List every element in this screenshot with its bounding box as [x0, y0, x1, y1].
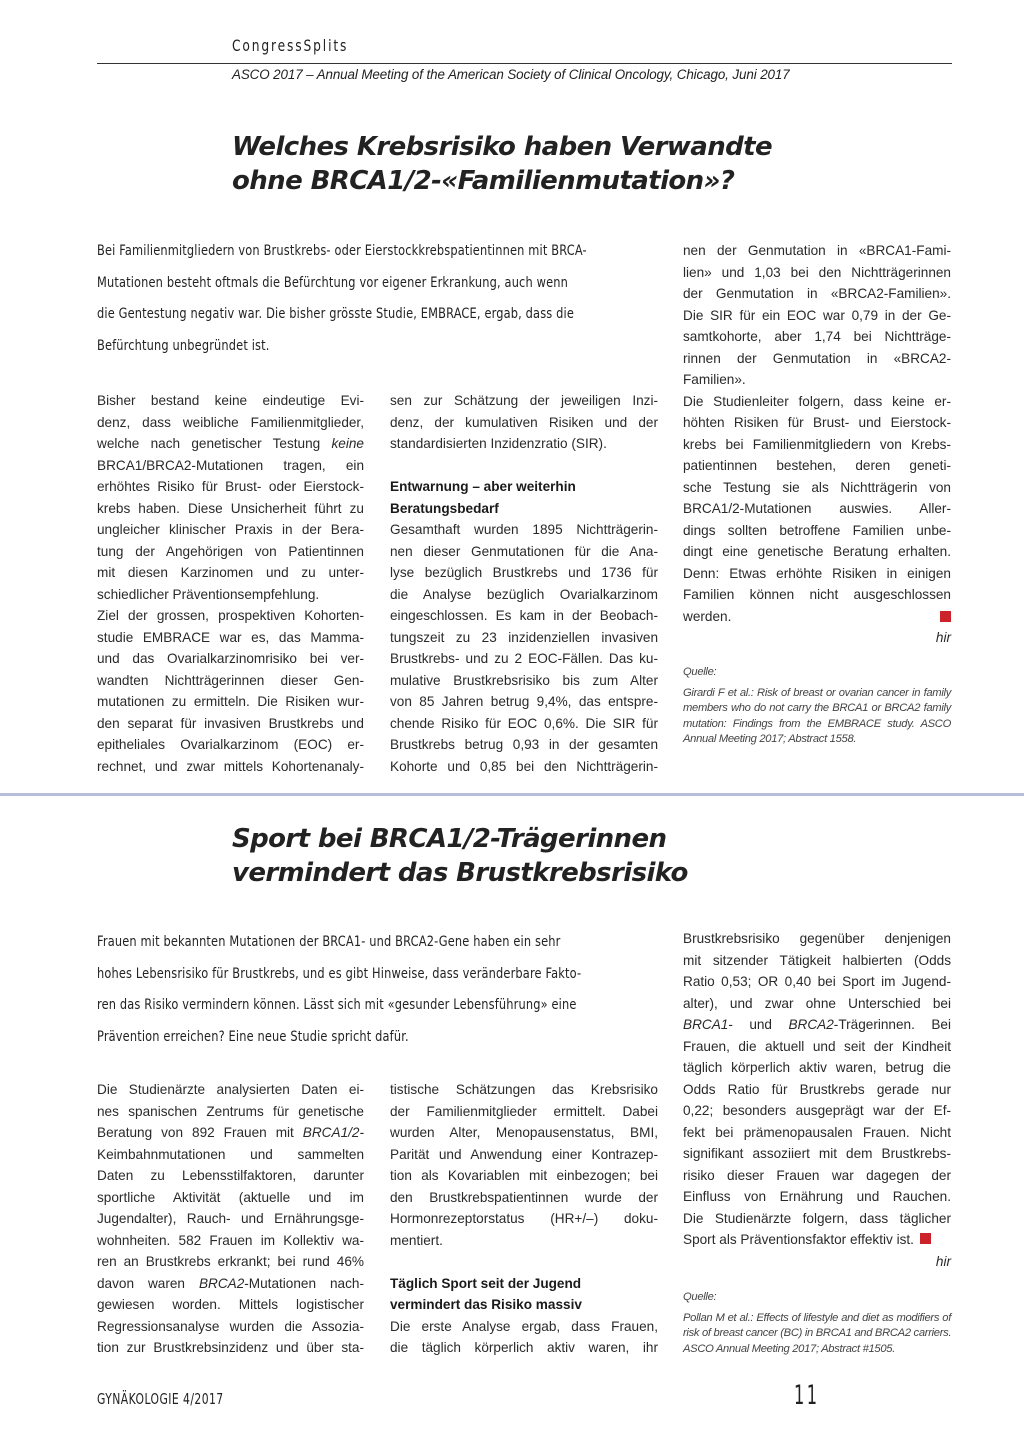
article2-author: hir	[935, 1253, 951, 1269]
article1-source: Quelle: Girardi F et al.: Risk of breast or ovarian cancer in family members who do not carry the BRCA1 or BRCA2 family mutation: Findings from the EMBRACE study. ASCO Annual Meeting 2017; Abstract 1558.	[683, 666, 951, 745]
article2-subheading: Täglich Sport seit der Jugend	[390, 1275, 582, 1291]
end-of-article-square-icon	[940, 611, 951, 622]
page-number: 11	[794, 1380, 820, 1411]
article2-column-1: Die Studienärzte analysierten Daten ei- nes spanischen Zentrums für genetische Beratung von 892 Frauen mit BRCA1/2- Keimbahnmutationen und sammelten Daten zu Lebensstilfaktoren, darunter sportliche Aktivität (aktuelle und im Jugendalter), Rauch- und Ernährungsge- wohnheiten. 582 Frauen im Kollektiv wa- ren an Brustkrebs erkrankt; bei rund 46% davon waren BRCA2-Mutationen nach- gewiesen worden. Mittels logistischer Regressionsanalyse wurden die Assozia- tion zur Brustkrebsinzidenz und über sta-	[97, 1082, 364, 1355]
article1-column-2: sen zur Schätzung der jeweiligen Inzi- denz, der kumulativen Risiken und der standardisierten Inzidenzratio (SIR). Entwarnung – aber weiterhin Beratungsbedarf Gesamthaft wurden 1895 Nichtträgerin- nen dieser Genmutationen für die Ana- lyse bezüglich Brustkrebs und 1736 für die Analyse bezüglich Ovarialkarzinom eingeschlossen. Es kam in der Beobach- tungszeit zu 23 inzidenziellen invasiven Brustkrebs- und zu 2 EOC-Fällen. Das ku- mulative Brustkrebsrisiko bis zum Alter von 85 Jahren betrug 9,4%, das entspre- chende Risiko für EOC 0,6%. Die SIR für Brustkrebs betrug 0,93 in der gesamten Kohorte und 0,85 bei den Nichtträgerin-	[390, 393, 658, 774]
article2-title: Sport bei BRCA1/2-Trägerinnen vermindert das Brustkrebsrisiko	[232, 824, 688, 888]
article2-column-3: Brustkrebsrisiko gegenüber denjenigen mit sitzender Tätigkeit halbierten (Odds Ratio 0,53; OR 0,40 bei Sport im Jugend- alter), und zwar ohne Unterschied bei BRCA1- und BRCA2-Trägerinnen. Bei Frauen, die aktuell und seit der Kindheit täglich körperlich aktiv waren, betrug die Odds Ratio für Brustkrebs gerade nur 0,22; besonders ausgeprägt war der Ef- fekt bei prämenopausalen Frauen. Nicht signifikant assoziiert mit dem Brustkrebs- risiko dieser Frauen war dagegen der Einfluss von Ernährung und Rauchen. Die Studienärzte folgern, dass täglicher Sport als Präventionsfaktor effektiv ist. hir	[683, 928, 951, 1272]
article2-source: Quelle: Pollan M et al.: Effects of lifestyle and diet as modifiers of risk of breast cancer (BC) in BRCA1 and BRCA2 carriers. ASCO Annual Meeting 2017; Abstract #1505.	[683, 1291, 952, 1355]
article1-column-1: Bisher bestand keine eindeutige Evi- denz, dass weibliche Familienmitglieder, welche nach genetischer Testung keine BRCA1/BRCA2-Mutationen tragen, ein erhöhtes Risiko für Brust- oder Eierstock- krebs haben. Diese Unsicherheit führt zu ungleicher klinischer Praxis in der Bera- tung der Angehörigen von Patientinnen mit diesen Karzinomen und zu unter- schiedlicher Präventionsempfehlung. Ziel der grossen, prospektiven Kohorten- studie EMBRACE war es, das Mamma- und das Ovarialkarzinomrisiko bei ver- wandten Nichtträgerinnen dieser Gen- mutationen zu ermitteln. Die Risiken wur- den separat für invasiven Brustkrebs und epitheliales Ovarialkarzinom (EOC) er- rechnet, und zwar mittels Kohortenanaly-	[97, 393, 364, 774]
article2-lead: Frauen mit bekannten Mutationen der BRCA1- und BRCA2-Gene haben ein sehr hohes Lebensrisiko für Brustkrebs, und es gibt Hinweise, dass veränderbare Fakto- ren das Risiko vermindern können. Lässt sich mit «gesunder Lebensführung» eine Prävention erreichen? Eine neue Studie spricht dafür.	[97, 933, 582, 1045]
article-separator	[0, 793, 1024, 796]
article2-column-2: tistische Schätzungen das Krebsrisiko der Familienmitglieder ermittelt. Dabei wurden Alter, Menopausenstatus, BMI, Parität und Anwendung einer Kontrazep- tion als Kovariablen mit einbezogen; bei den Brustkrebspatientinnen wurde der Hormonrezeptorstatus (HR+/–) doku- mentiert. Täglich Sport seit der Jugend vermindert das Risiko massiv Die erste Analyse ergab, dass Frauen, die täglich körperlich aktiv waren, ihr	[390, 1082, 658, 1355]
section-brand: CongressSplits	[232, 36, 349, 55]
article1-title: Welches Krebsrisiko haben Verwandte ohne BRCA1/2-«Familienmutation»?	[232, 132, 773, 196]
congress-subtitle: ASCO 2017 – Annual Meeting of the American Society of Clinical Oncology, Chicago, Juni 2017	[232, 67, 790, 82]
end-of-article-square-icon	[920, 1233, 931, 1244]
header-rule	[97, 63, 952, 64]
journal-issue: GYNÄKOLOGIE 4/2017	[97, 1390, 224, 1408]
article1-column-3: nen der Genmutation in «BRCA1-Fami- lien» und 1,03 bei den Nichtträgerinnen der Genmutation in «BRCA2-Familien». Die SIR für ein EOC war 0,79 in der Ge- samtkohorte, aber 1,74 bei Nichtträge- rinnen der Genmutation in «BRCA2- Familien». Die Studienleiter folgern, dass keine er- höhten Risiken für Brust- und Eierstock- krebs bei Familienmitgliedern von Krebs- patientinnen bestehen, deren geneti- sche Testung sie als Nichtträgerin von BRCA1/2-Mutationen auswies. Aller- dings sollten betroffene Familien unbe- dingt eine genetische Beratung erhalten. Denn: Etwas erhöhte Risiken in einigen Familien können nicht ausgeschlossen werden. hir	[683, 240, 951, 649]
article1-lead: Bei Familienmitgliedern von Brustkrebs- oder Eierstockkrebspatientinnen mit BRCA- Mutationen besteht oftmals die Befürchtung vor eigener Erkrankung, auch wenn die Gentestung negativ war. Die bisher grösste Studie, EMBRACE, ergab, dass die Befürchtung unbegründet ist.	[97, 242, 587, 354]
article1-author: hir	[935, 630, 951, 645]
article1-subheading: Entwarnung – aber weiterhin	[390, 479, 576, 494]
